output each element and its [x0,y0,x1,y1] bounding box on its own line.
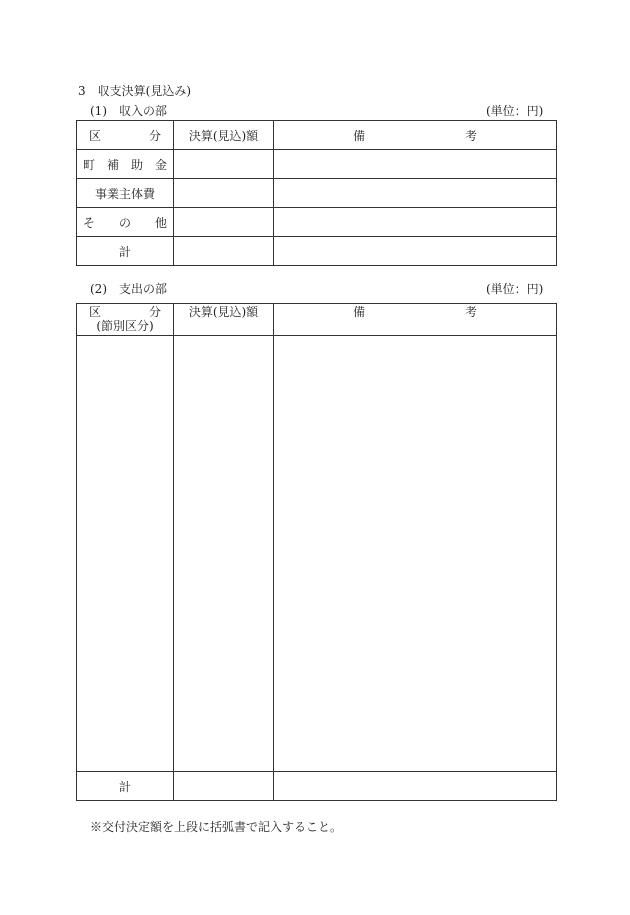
expense-table [76,303,557,801]
expense-body-row [77,336,557,772]
expense-header-kubun-sub: (節別区分) [96,319,154,333]
income-note-cell[interactable] [274,179,557,208]
section-title: 3 収支決算(見込み) [78,84,191,98]
income-row-own-funds [77,179,557,208]
income-amount-cell[interactable] [174,237,274,266]
expense-amount-cell[interactable] [174,336,274,772]
expense-header-kubun-a: 区 [89,305,102,319]
income-header-biko-a: 備 [352,128,365,143]
income-note-cell[interactable] [274,237,557,266]
expense-header-biko-a: 備 [352,305,365,319]
expense-label-total: 計 [77,772,174,801]
income-subtitle: (1) 収入の部 [90,104,167,118]
income-row-other [77,208,557,237]
income-header-row [77,121,557,150]
income-table [76,120,557,266]
expense-header-biko [274,304,557,336]
label-char: 助 [130,157,143,172]
income-note-cell[interactable] [274,208,557,237]
income-header-kubun [77,121,174,150]
label-char: 金 [154,157,167,172]
income-header-kubun-a: 区 [89,128,102,143]
expense-unit: (単位：円) [486,282,544,296]
income-label-subsidy [77,150,174,179]
income-amount-cell[interactable] [174,208,274,237]
income-amount-cell[interactable] [174,179,274,208]
income-note-cell[interactable] [274,150,557,179]
label-char: 町 [83,157,96,172]
income-label-other [77,208,174,237]
expense-header-amount: 決算(見込)額 [174,304,274,336]
income-header-biko-b: 考 [465,128,478,143]
expense-amount-cell[interactable] [174,772,274,801]
income-row-total [77,237,557,266]
expense-header-kubun [77,304,174,336]
income-unit: (単位：円) [486,104,544,118]
expense-header-row [77,304,557,336]
income-header-amount: 決算(見込)額 [174,121,274,150]
income-row-subsidy [77,150,557,179]
income-amount-cell[interactable] [174,150,274,179]
expense-kubun-cell[interactable] [77,336,174,772]
income-label-own-funds: 事業主体費 [77,179,174,208]
label-char: そ [83,215,96,230]
label-char: の [118,215,131,230]
expense-header-biko-b: 考 [465,305,478,319]
income-header-biko [274,121,557,150]
income-label-total: 計 [77,237,174,266]
expense-subtitle: (2) 支出の部 [90,282,167,296]
income-header-kubun-b: 分 [148,128,161,143]
expense-row-total [77,772,557,801]
label-char: 補 [106,157,119,172]
expense-note-cell[interactable] [274,336,557,772]
expense-note-cell[interactable] [274,772,557,801]
label-char: 他 [154,215,167,230]
footnote: ※交付決定額を上段に括弧書で記入すること。 [90,820,343,834]
expense-header-kubun-b: 分 [148,305,161,319]
